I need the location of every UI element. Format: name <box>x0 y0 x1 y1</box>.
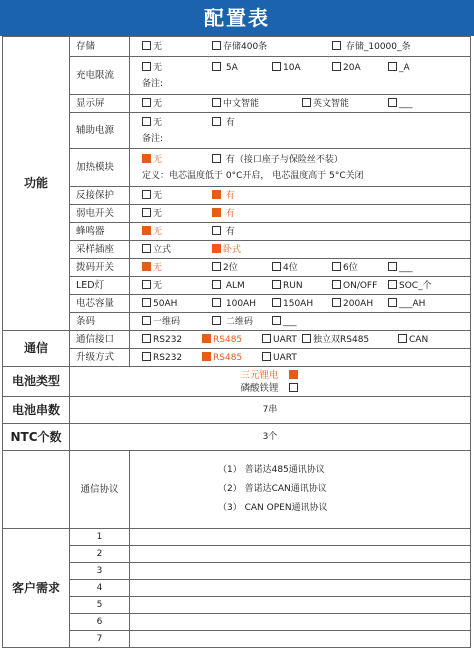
option-capacity-3[interactable] <box>332 298 373 310</box>
checkbox[interactable] <box>332 62 341 71</box>
row-options <box>130 205 471 223</box>
option-label: 独立双RS485 <box>313 334 370 345</box>
row-label: 充电限流 <box>70 57 130 95</box>
option-label: 无 <box>153 190 163 201</box>
option-upgrade-1[interactable] <box>202 352 242 364</box>
option-label: ON/OFF <box>343 280 378 291</box>
checkbox[interactable] <box>142 41 151 50</box>
option-storage-0[interactable] <box>142 41 162 53</box>
battery-type-option-1[interactable] <box>74 369 466 382</box>
option-weak_switch-0[interactable] <box>142 208 162 220</box>
option-barcode-1[interactable] <box>212 316 253 328</box>
row-options <box>130 37 471 57</box>
section-battery-type: 电池类型 <box>3 367 70 397</box>
customer-row <box>3 546 471 563</box>
option-charge_limit-1[interactable] <box>212 62 238 74</box>
option-charge_limit-4[interactable] <box>388 62 410 74</box>
checkbox[interactable] <box>142 334 151 343</box>
section-function: 功能 <box>3 37 70 331</box>
option-label: 无 <box>153 154 163 165</box>
option-led-0[interactable] <box>142 280 162 292</box>
option-barcode-2[interactable] <box>272 316 297 328</box>
section-comm: 通信 <box>3 331 70 367</box>
checkbox[interactable] <box>212 262 221 271</box>
customer-row-number: 7 <box>70 631 130 648</box>
row-label: 辅助电源 <box>70 113 130 149</box>
checkbox[interactable] <box>332 262 341 271</box>
checkbox[interactable] <box>272 280 281 289</box>
customer-row <box>3 631 471 648</box>
customer-row-number: 2 <box>70 546 130 563</box>
option-led-3[interactable] <box>332 280 377 292</box>
option-capacity-2[interactable] <box>272 298 313 310</box>
option-comm_if-0[interactable] <box>142 334 182 346</box>
row-dip <box>3 259 471 277</box>
option-label: 无 <box>153 62 163 73</box>
row-led <box>3 277 471 295</box>
row-storage <box>3 37 471 57</box>
option-charge_limit-3[interactable] <box>332 62 361 74</box>
option-label: RS485 <box>213 334 243 345</box>
checkbox[interactable] <box>212 41 221 50</box>
checkbox[interactable] <box>142 190 151 199</box>
option-reverse-1[interactable] <box>212 190 235 202</box>
row-comm_if <box>3 331 471 349</box>
option-label: 200AH <box>343 298 374 309</box>
option-line <box>130 277 470 294</box>
row-upgrade <box>3 349 471 367</box>
option-label: 100AH <box>223 298 256 309</box>
checkbox[interactable] <box>202 352 211 361</box>
option-label: 存储400条 <box>223 41 268 52</box>
checkbox[interactable] <box>302 98 311 107</box>
checkbox[interactable] <box>332 41 341 50</box>
option-heating-1[interactable] <box>212 154 343 166</box>
row-label: 加热模块 <box>70 149 130 187</box>
customer-requirement-field[interactable] <box>130 529 471 546</box>
customer-row-number: 5 <box>70 597 130 614</box>
option-dip-2[interactable] <box>272 262 298 274</box>
checkbox[interactable] <box>302 334 311 343</box>
row-note: 备注: <box>142 134 164 144</box>
option-label: ___AH <box>399 298 426 309</box>
option-line <box>130 349 470 366</box>
ntc-value: 3个 <box>70 424 471 451</box>
checkbox[interactable] <box>272 298 281 307</box>
option-label: UART <box>273 334 297 345</box>
row-buzzer <box>3 223 471 241</box>
option-label: 无 <box>153 41 163 52</box>
option-label: 英文智能 <box>313 98 350 109</box>
checkbox[interactable] <box>272 316 281 325</box>
protocol-label: 通信协议 <box>70 451 130 529</box>
checkbox[interactable] <box>398 334 407 343</box>
page-title: 配置表 <box>0 0 474 36</box>
checkbox[interactable] <box>212 154 221 163</box>
section-battery-series: 电池串数 <box>3 397 70 424</box>
customer-row <box>3 614 471 631</box>
section-customer: 客户需求 <box>3 529 70 648</box>
option-capacity-0[interactable] <box>142 298 177 310</box>
checkbox[interactable] <box>388 280 397 289</box>
option-label: _A <box>399 62 410 73</box>
checkbox[interactable] <box>388 262 397 271</box>
option-comm_if-1[interactable] <box>202 334 242 346</box>
option-line <box>130 205 470 222</box>
option-label: RUN <box>283 280 303 291</box>
option-label: 10A <box>283 62 301 73</box>
option-charge_limit-0[interactable] <box>142 62 162 74</box>
option-label: CAN <box>409 334 429 345</box>
checkbox[interactable] <box>289 383 298 392</box>
option-label: RS232 <box>153 334 183 345</box>
option-label: 无 <box>153 280 163 291</box>
checkbox[interactable] <box>388 98 397 107</box>
row-label: 存储 <box>70 37 130 57</box>
protocol-item: （1） 普诺达485通讯协议 <box>218 465 325 475</box>
row-options <box>130 313 471 331</box>
row-weak_switch <box>3 205 471 223</box>
option-capacity-1[interactable] <box>212 298 256 310</box>
row-label: 电芯容量 <box>70 295 130 313</box>
checkbox[interactable] <box>142 98 151 107</box>
row-label: LED灯 <box>70 277 130 295</box>
option-label: 50AH <box>153 298 178 309</box>
protocol-item: （2） 普诺达CAN通讯协议 <box>218 484 327 494</box>
section-ntc: NTC个数 <box>3 424 70 451</box>
checkbox[interactable] <box>272 62 281 71</box>
option-dip-0[interactable] <box>142 262 162 274</box>
row-label: 蜂鸣器 <box>70 223 130 241</box>
customer-row-number: 4 <box>70 580 130 597</box>
checkbox[interactable] <box>212 298 221 307</box>
customer-row <box>3 563 471 580</box>
checkbox[interactable] <box>142 117 151 126</box>
option-label: 无 <box>153 226 163 237</box>
option-led-2[interactable] <box>272 280 303 292</box>
option-label: ___ <box>283 316 297 327</box>
checkbox[interactable] <box>262 334 271 343</box>
customer-requirement-field[interactable] <box>130 597 471 614</box>
customer-requirement-field[interactable] <box>130 580 471 597</box>
option-line <box>130 313 470 330</box>
customer-requirement-field[interactable] <box>130 563 471 580</box>
option-display-3[interactable] <box>388 98 413 110</box>
battery-type-option-2[interactable] <box>74 382 466 395</box>
option-label: 150AH <box>283 298 314 309</box>
option-label: 无 <box>153 98 163 109</box>
row-options <box>130 95 471 113</box>
option-display-0[interactable] <box>142 98 162 110</box>
checkbox[interactable] <box>289 370 298 379</box>
checkbox[interactable] <box>212 62 221 71</box>
protocol-list <box>130 451 471 529</box>
option-reverse-0[interactable] <box>142 190 162 202</box>
battery-series-value: 7串 <box>70 397 471 424</box>
checkbox[interactable] <box>202 334 211 343</box>
checkbox[interactable] <box>142 62 151 71</box>
option-storage-2[interactable] <box>332 41 411 53</box>
row-options <box>130 149 471 187</box>
option-line <box>130 331 470 348</box>
option-line <box>130 95 470 112</box>
checkbox[interactable] <box>332 298 341 307</box>
option-upgrade-2[interactable] <box>262 352 297 364</box>
option-label: 无 <box>153 117 163 128</box>
row-options <box>130 295 471 313</box>
option-weak_switch-1[interactable] <box>212 208 235 220</box>
option-comm_if-2[interactable] <box>262 334 297 346</box>
row-options <box>130 349 471 367</box>
customer-requirement-field[interactable] <box>130 546 471 563</box>
checkbox[interactable] <box>332 280 341 289</box>
option-label: 一维码 <box>153 316 181 327</box>
checkbox[interactable] <box>388 298 397 307</box>
option-line <box>130 223 470 240</box>
row-display <box>3 95 471 113</box>
option-comm_if-4[interactable] <box>398 334 428 346</box>
row-options <box>130 277 471 295</box>
checkbox[interactable] <box>142 154 151 163</box>
option-line <box>130 151 470 168</box>
option-label: 20A <box>343 62 361 73</box>
checkbox[interactable] <box>212 226 221 235</box>
option-socket-0[interactable] <box>142 244 171 256</box>
row-options <box>130 57 471 95</box>
option-storage-1[interactable] <box>212 41 267 53</box>
customer-row <box>3 580 471 597</box>
row-note: 定义：电芯温度低于 0°C开启， 电芯温度高于 5°C关闭 <box>142 171 364 181</box>
config-table <box>2 36 471 648</box>
option-upgrade-0[interactable] <box>142 352 182 364</box>
checkbox[interactable] <box>142 208 151 217</box>
option-label: RS485 <box>213 352 243 363</box>
option-label: 磷酸铁锂 <box>240 382 279 394</box>
row-label: 弱电开关 <box>70 205 130 223</box>
option-display-2[interactable] <box>302 98 349 110</box>
option-label: 2位 <box>223 262 238 273</box>
option-label: 无 <box>153 262 163 273</box>
option-dip-4[interactable] <box>388 262 413 274</box>
battery-type-options <box>70 367 471 397</box>
customer-row <box>3 597 471 614</box>
option-label: 有 <box>223 117 235 128</box>
option-led-1[interactable] <box>212 280 245 292</box>
checkbox[interactable] <box>212 117 221 126</box>
option-capacity-4[interactable] <box>388 298 425 310</box>
option-led-4[interactable] <box>388 280 432 292</box>
option-aux_power-1[interactable] <box>212 117 235 129</box>
row-aux_power <box>3 113 471 149</box>
row-options <box>130 241 471 259</box>
option-label: SOC_个 <box>399 280 432 291</box>
checkbox[interactable] <box>212 244 221 253</box>
customer-row-number: 3 <box>70 563 130 580</box>
row-label: 拨码开关 <box>70 259 130 277</box>
option-label: ALM <box>223 280 245 291</box>
row-label: 反接保护 <box>70 187 130 205</box>
option-display-1[interactable] <box>212 98 259 110</box>
customer-row-number: 6 <box>70 614 130 631</box>
checkbox[interactable] <box>212 208 221 217</box>
row-options <box>130 331 471 349</box>
checkbox[interactable] <box>142 262 151 271</box>
option-comm_if-3[interactable] <box>302 334 369 346</box>
option-label: 卧式 <box>223 244 242 255</box>
customer-row-number: 1 <box>70 529 130 546</box>
option-label: 有 <box>223 190 235 201</box>
row-battery-series <box>3 397 471 424</box>
customer-requirement-field[interactable] <box>130 631 471 648</box>
option-buzzer-1[interactable] <box>212 226 235 238</box>
option-buzzer-0[interactable] <box>142 226 162 238</box>
option-label: 三元锂电 <box>240 369 279 381</box>
option-label: RS232 <box>153 352 183 363</box>
option-line <box>130 187 470 204</box>
option-dip-3[interactable] <box>332 262 358 274</box>
row-label: 升级方式 <box>70 349 130 367</box>
option-aux_power-0[interactable] <box>142 117 162 129</box>
checkbox[interactable] <box>142 316 151 325</box>
customer-requirement-field[interactable] <box>130 614 471 631</box>
option-label: 中文智能 <box>223 98 260 109</box>
option-line <box>130 114 470 131</box>
option-label: 立式 <box>153 244 172 255</box>
option-line <box>130 295 470 312</box>
protocol-items <box>130 454 470 525</box>
row-label: 显示屏 <box>70 95 130 113</box>
row-note: 备注: <box>142 79 164 89</box>
option-line <box>130 38 470 55</box>
checkbox[interactable] <box>212 98 221 107</box>
option-label: 6位 <box>343 262 358 273</box>
option-label: 无 <box>153 208 163 219</box>
row-options <box>130 223 471 241</box>
protocol-item: （3） CAN OPEN通讯协议 <box>218 503 328 513</box>
option-label: 存储_10000_条 <box>343 41 411 52</box>
checkbox[interactable] <box>272 262 281 271</box>
row-battery-type <box>3 367 471 397</box>
row-label: 通信接口 <box>70 331 130 349</box>
row-barcode <box>3 313 471 331</box>
row-options <box>130 113 471 149</box>
row-options <box>130 259 471 277</box>
checkbox[interactable] <box>142 298 151 307</box>
row-label: 采样插座 <box>70 241 130 259</box>
row-socket <box>3 241 471 259</box>
row-ntc <box>3 424 471 451</box>
protocol-blank-cell <box>3 451 70 529</box>
option-charge_limit-2[interactable] <box>272 62 301 74</box>
row-capacity <box>3 295 471 313</box>
customer-row <box>3 529 471 546</box>
checkbox[interactable] <box>212 280 221 289</box>
option-socket-1[interactable] <box>212 244 241 256</box>
option-label: 4位 <box>283 262 298 273</box>
row-label: 条码 <box>70 313 130 331</box>
option-heating-0[interactable] <box>142 154 162 166</box>
checkbox[interactable] <box>142 244 151 253</box>
row-charge_limit <box>3 57 471 95</box>
option-dip-1[interactable] <box>212 262 238 274</box>
checkbox[interactable] <box>388 62 397 71</box>
option-label: ___ <box>399 98 413 109</box>
row-options <box>130 187 471 205</box>
checkbox[interactable] <box>262 352 271 361</box>
checkbox[interactable] <box>212 316 221 325</box>
row-protocol <box>3 451 471 529</box>
option-line <box>130 259 470 276</box>
option-line <box>130 59 470 76</box>
checkbox[interactable] <box>212 190 221 199</box>
option-label: ___ <box>399 262 413 273</box>
checkbox[interactable] <box>142 226 151 235</box>
option-line <box>130 241 470 258</box>
option-barcode-0[interactable] <box>142 316 180 328</box>
option-label: 二维码 <box>223 316 253 327</box>
option-label: 有（接口座子与保险丝不装） <box>223 154 343 165</box>
checkbox[interactable] <box>142 352 151 361</box>
row-reverse <box>3 187 471 205</box>
checkbox[interactable] <box>142 280 151 289</box>
row-heating <box>3 149 471 187</box>
option-label: 有 <box>223 208 235 219</box>
option-label: 有 <box>223 226 235 237</box>
option-label: 5A <box>223 62 238 73</box>
option-label: UART <box>273 352 297 363</box>
